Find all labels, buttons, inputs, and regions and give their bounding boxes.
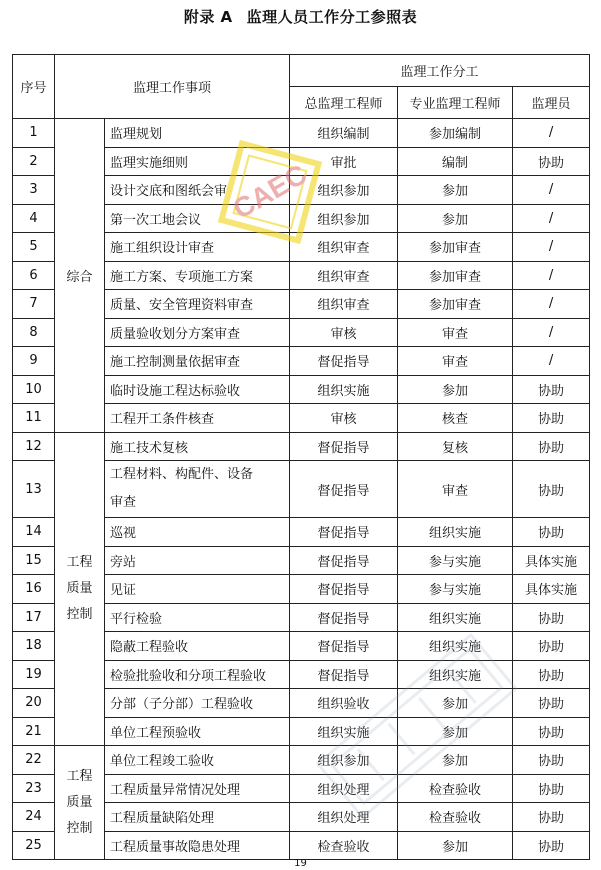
row-sup: 协助 bbox=[513, 774, 590, 803]
row-chief: 组织审查 bbox=[290, 233, 398, 262]
row-no: 11 bbox=[13, 404, 55, 433]
row-sup: / bbox=[513, 347, 590, 376]
row-no: 5 bbox=[13, 233, 55, 262]
row-no: 22 bbox=[13, 746, 55, 775]
row-spec: 参加审查 bbox=[398, 233, 513, 262]
row-sup: 协助 bbox=[513, 432, 590, 461]
row-chief: 组织处理 bbox=[290, 774, 398, 803]
division-table bbox=[12, 54, 590, 860]
row-no: 24 bbox=[13, 803, 55, 832]
row-sup: 协助 bbox=[513, 404, 590, 433]
row-no: 15 bbox=[13, 546, 55, 575]
row-sup: 协助 bbox=[513, 803, 590, 832]
group-general: 综合 bbox=[55, 119, 105, 433]
row-no: 16 bbox=[13, 575, 55, 604]
row-chief: 督促指导 bbox=[290, 603, 398, 632]
group-line: 工程 bbox=[66, 768, 93, 784]
row-chief: 督促指导 bbox=[290, 575, 398, 604]
svg-text:CAEC: CAEC bbox=[227, 158, 312, 225]
row-no: 10 bbox=[13, 375, 55, 404]
row-spec: 检查验收 bbox=[398, 803, 513, 832]
row-no: 17 bbox=[13, 603, 55, 632]
row-spec: 参加 bbox=[398, 204, 513, 233]
appendix-title: 监理人员工作分工参照表 bbox=[246, 8, 418, 26]
row-chief: 审批 bbox=[290, 147, 398, 176]
row-chief: 组织参加 bbox=[290, 746, 398, 775]
row-no: 7 bbox=[13, 290, 55, 319]
row-item: 施工技术复核 bbox=[105, 432, 290, 461]
row-item: 平行检验 bbox=[105, 603, 290, 632]
row-chief: 督促指导 bbox=[290, 518, 398, 547]
row-sup: / bbox=[513, 261, 590, 290]
row-no: 1 bbox=[13, 119, 55, 148]
row-spec: 参加 bbox=[398, 717, 513, 746]
row-chief: 审核 bbox=[290, 318, 398, 347]
row-spec: 组织实施 bbox=[398, 632, 513, 661]
row-item: 见证 bbox=[105, 575, 290, 604]
row-sup: / bbox=[513, 290, 590, 319]
row-spec: 组织实施 bbox=[398, 518, 513, 547]
row-item: 工程质量异常情况处理 bbox=[105, 774, 290, 803]
row-sup: 协助 bbox=[513, 603, 590, 632]
row-spec: 检查验收 bbox=[398, 774, 513, 803]
row-chief: 审核 bbox=[290, 404, 398, 433]
row-item: 质量验收划分方案审查 bbox=[105, 318, 290, 347]
row-item: 单位工程竣工验收 bbox=[105, 746, 290, 775]
row-sup: / bbox=[513, 318, 590, 347]
row-sup: 具体实施 bbox=[513, 546, 590, 575]
row-sup: 协助 bbox=[513, 689, 590, 718]
row-spec: 参加 bbox=[398, 689, 513, 718]
header-item: 监理工作事项 bbox=[55, 55, 290, 119]
row-no: 8 bbox=[13, 318, 55, 347]
row-no: 9 bbox=[13, 347, 55, 376]
table-row bbox=[13, 432, 590, 461]
group-quality-control-2 bbox=[55, 746, 105, 860]
row-no: 19 bbox=[13, 660, 55, 689]
row-item: 分部（子分部）工程验收 bbox=[105, 689, 290, 718]
group-line: 工程 bbox=[66, 554, 93, 570]
row-no: 12 bbox=[13, 432, 55, 461]
row-sup: 协助 bbox=[513, 746, 590, 775]
group-quality-control bbox=[55, 432, 105, 746]
row-no: 6 bbox=[13, 261, 55, 290]
row-item: 施工组织设计审查 bbox=[105, 233, 290, 262]
row-item: 检验批验收和分项工程验收 bbox=[105, 660, 290, 689]
row-item: 工程质量缺陷处理 bbox=[105, 803, 290, 832]
row-sup: 协助 bbox=[513, 831, 590, 860]
table-row bbox=[13, 119, 590, 148]
row-sup: 具体实施 bbox=[513, 575, 590, 604]
header-specialist: 专业监理工程师 bbox=[398, 87, 513, 119]
header-chief: 总监理工程师 bbox=[290, 87, 398, 119]
row-spec: 参与实施 bbox=[398, 546, 513, 575]
row-chief: 组织实施 bbox=[290, 375, 398, 404]
row-spec: 参加编制 bbox=[398, 119, 513, 148]
group-line: 控制 bbox=[66, 820, 93, 836]
row-chief: 督促指导 bbox=[290, 347, 398, 376]
page-title bbox=[0, 6, 601, 27]
row-spec: 核查 bbox=[398, 404, 513, 433]
row-chief: 组织审查 bbox=[290, 261, 398, 290]
appendix-label: 附录 A bbox=[183, 8, 233, 26]
header-division: 监理工作分工 bbox=[290, 55, 590, 87]
row-spec: 参加 bbox=[398, 375, 513, 404]
row-item bbox=[105, 461, 290, 518]
row-spec: 参与实施 bbox=[398, 575, 513, 604]
row-spec: 参加 bbox=[398, 746, 513, 775]
row-spec: 参加审查 bbox=[398, 261, 513, 290]
row-no: 14 bbox=[13, 518, 55, 547]
row-spec: 组织实施 bbox=[398, 660, 513, 689]
row-sup: / bbox=[513, 119, 590, 148]
row-sup: / bbox=[513, 233, 590, 262]
row-item: 旁站 bbox=[105, 546, 290, 575]
row-spec: 复核 bbox=[398, 432, 513, 461]
row-sup: 协助 bbox=[513, 632, 590, 661]
row-item: 工程开工条件核查 bbox=[105, 404, 290, 433]
row-sup: 协助 bbox=[513, 717, 590, 746]
row-chief: 检查验收 bbox=[290, 831, 398, 860]
row-no: 23 bbox=[13, 774, 55, 803]
row-chief: 组织实施 bbox=[290, 717, 398, 746]
page-number: 19 bbox=[294, 858, 307, 869]
row-sup: 协助 bbox=[513, 375, 590, 404]
row-item: 隐蔽工程验收 bbox=[105, 632, 290, 661]
row-spec: 审查 bbox=[398, 461, 513, 518]
row-no: 18 bbox=[13, 632, 55, 661]
row-item: 监理规划 bbox=[105, 119, 290, 148]
row-no: 4 bbox=[13, 204, 55, 233]
row-chief: 督促指导 bbox=[290, 660, 398, 689]
row-item-line: 工程材料、构配件、设备 bbox=[110, 467, 254, 482]
row-sup: 协助 bbox=[513, 518, 590, 547]
header-seq: 序号 bbox=[13, 55, 55, 119]
row-item: 工程质量事故隐患处理 bbox=[105, 831, 290, 860]
row-chief: 组织验收 bbox=[290, 689, 398, 718]
row-chief: 组织处理 bbox=[290, 803, 398, 832]
row-item-line: 审查 bbox=[110, 495, 137, 510]
row-sup: / bbox=[513, 176, 590, 205]
row-no: 3 bbox=[13, 176, 55, 205]
row-sup: 协助 bbox=[513, 147, 590, 176]
header-supervisor: 监理员 bbox=[513, 87, 590, 119]
row-spec: 参加审查 bbox=[398, 290, 513, 319]
row-item: 监理实施细则 bbox=[105, 147, 290, 176]
row-chief: 组织审查 bbox=[290, 290, 398, 319]
row-no: 21 bbox=[13, 717, 55, 746]
row-sup: / bbox=[513, 204, 590, 233]
row-no: 13 bbox=[13, 461, 55, 518]
row-item: 施工控制测量依据审查 bbox=[105, 347, 290, 376]
table-row bbox=[13, 746, 590, 775]
row-no: 20 bbox=[13, 689, 55, 718]
group-line: 控制 bbox=[66, 606, 93, 622]
row-chief: 组织参加 bbox=[290, 204, 398, 233]
row-item: 临时设施工程达标验收 bbox=[105, 375, 290, 404]
row-chief: 督促指导 bbox=[290, 546, 398, 575]
row-spec: 参加 bbox=[398, 831, 513, 860]
row-chief: 督促指导 bbox=[290, 432, 398, 461]
row-item: 质量、安全管理资料审查 bbox=[105, 290, 290, 319]
row-item: 单位工程预验收 bbox=[105, 717, 290, 746]
row-item: 第一次工地会议 bbox=[105, 204, 290, 233]
row-sup: 协助 bbox=[513, 461, 590, 518]
group-line: 质量 bbox=[66, 580, 93, 596]
row-chief: 组织编制 bbox=[290, 119, 398, 148]
row-spec: 参加 bbox=[398, 176, 513, 205]
row-no: 2 bbox=[13, 147, 55, 176]
row-chief: 督促指导 bbox=[290, 632, 398, 661]
row-spec: 审查 bbox=[398, 318, 513, 347]
row-chief: 组织参加 bbox=[290, 176, 398, 205]
row-item: 巡视 bbox=[105, 518, 290, 547]
row-spec: 编制 bbox=[398, 147, 513, 176]
row-chief: 督促指导 bbox=[290, 461, 398, 518]
row-item: 施工方案、专项施工方案 bbox=[105, 261, 290, 290]
group-line: 质量 bbox=[66, 794, 93, 810]
row-sup: 协助 bbox=[513, 660, 590, 689]
row-spec: 组织实施 bbox=[398, 603, 513, 632]
row-item: 设计交底和图纸会审 bbox=[105, 176, 290, 205]
row-no: 25 bbox=[13, 831, 55, 860]
row-spec: 审查 bbox=[398, 347, 513, 376]
